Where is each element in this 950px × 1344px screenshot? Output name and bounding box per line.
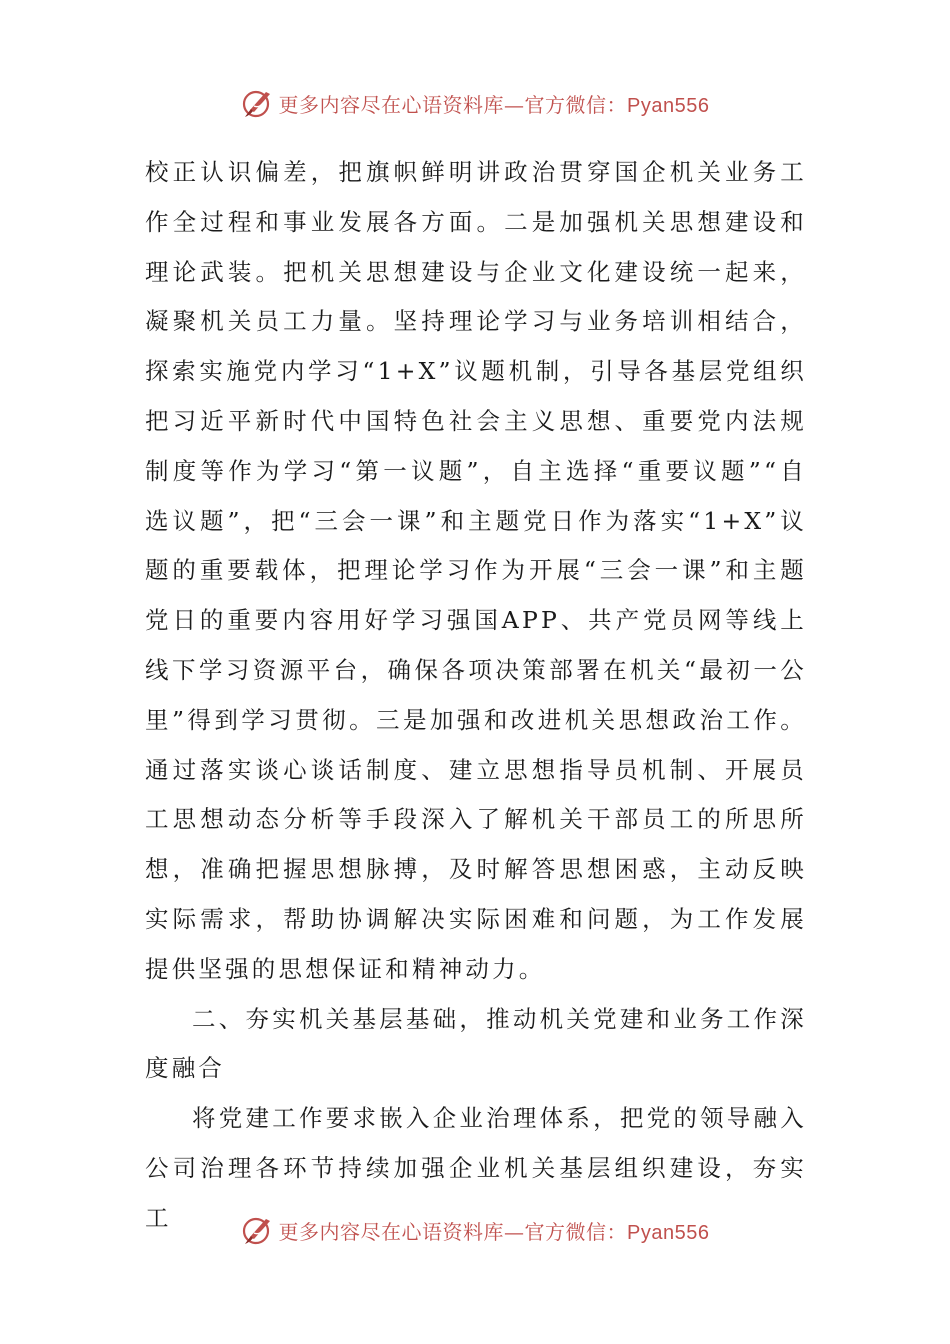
paragraph: 将党建工作要求嵌入企业治理体系，把党的领导融入公司治理各环节持续加强企业机关基层组织建设，夯实工 <box>145 1104 807 1232</box>
banner-separator: — <box>504 92 525 117</box>
header-banner <box>0 83 950 123</box>
banner-contact-id: Pyan556 <box>627 1221 710 1244</box>
banner-text <box>279 1216 710 1245</box>
paragraph-continued: 校正认识偏差，把旗帜鲜明讲政治贯穿国企机关业务工作全过程和事业发展各方面。二是加强机关思想建设和理论武装。把机关思想建设与企业文化建设统一起来，凝聚机关员工力量。坚持理论学习与业务培训相结合，探索实施党内学习“1+X”议题机制，引导各基层党组织把习近平新时代中国特色社会主义思想、重要党内法规制度等作为学习“第一议题”，自主选择“重要议题”“自选议题”，把“三会一课”和主题党日作为落实“1+X”议题的重要载体，把理论学习作为开展“三会一课”和主题党日的重要内容用好学习强国APP、共产党员网等线上线下学习资源平台，确保各项决策部署在机关“最初一公里”得到学习贯彻。三是加强和改进机关思想政治工作。通过落实谈心谈话制度、建立思想指导员机制、开展员工思想动态分析等手段深入了解机关干部员工的所思所想，准确把握思想脉搏，及时解答思想困惑，主动反映实际需求，帮助协调解决实际困难和问题，为工作发展提供坚强的思想保证和精神动力。 <box>145 158 807 983</box>
section-heading: 二、夯实机关基层基础，推动机关党建和业务工作深度融合 <box>145 1004 807 1083</box>
banner-title: 更多内容尽在心语资料库 <box>278 1219 505 1244</box>
banner-text <box>279 89 710 118</box>
banner-title: 更多内容尽在心语资料库 <box>278 92 505 117</box>
footer-banner <box>0 1210 950 1250</box>
banner-contact-label: 官方微信： <box>524 92 628 117</box>
banner-contact-label: 官方微信： <box>524 1219 628 1244</box>
document-body <box>145 148 807 1244</box>
banner-contact-id: Pyan556 <box>627 94 710 117</box>
banner-separator: — <box>504 1219 525 1244</box>
brush-logo-icon <box>241 86 275 120</box>
brush-logo-icon <box>241 1213 275 1247</box>
